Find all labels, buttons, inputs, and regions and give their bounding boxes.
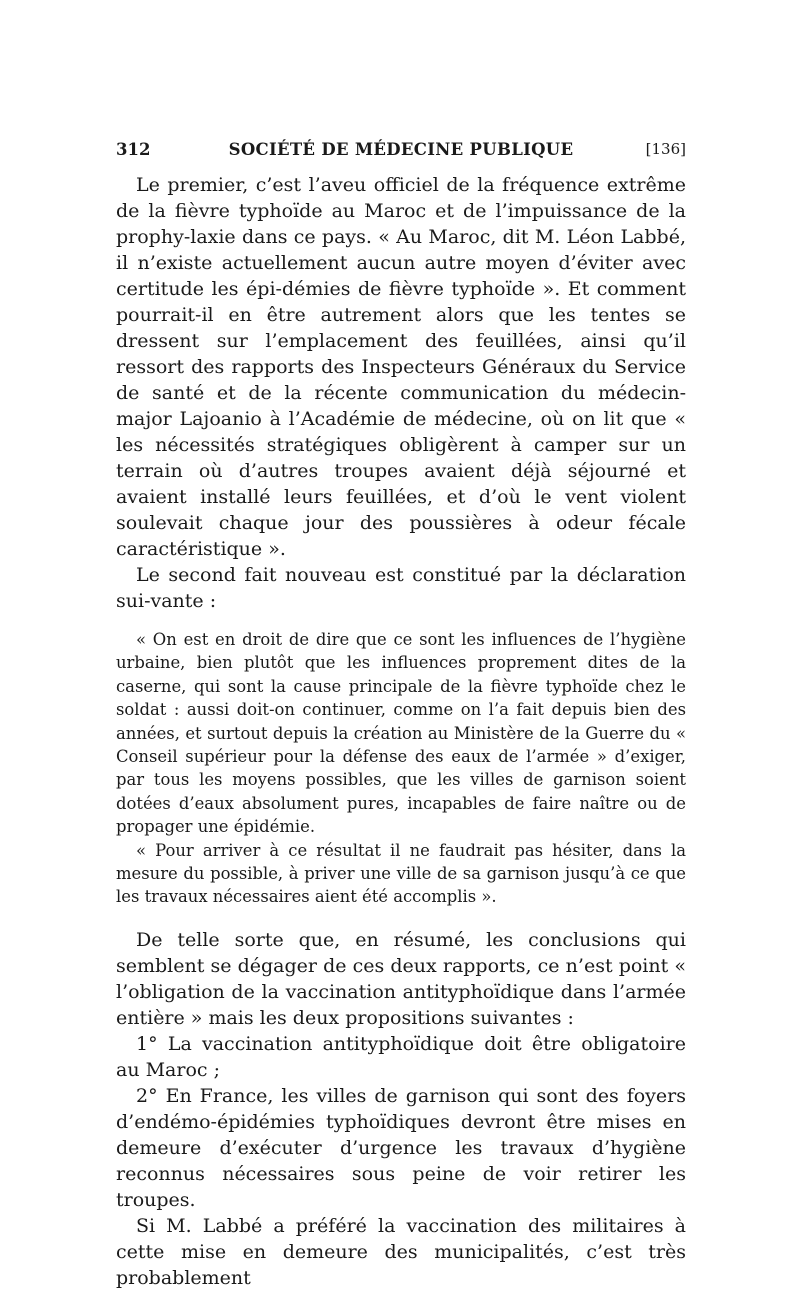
page-reference: [136] (645, 140, 686, 158)
running-title: SOCIÉTÉ DE MÉDECINE PUBLIQUE (228, 140, 574, 159)
paragraph-proposition-1: 1° La vaccination antityphoïdique doit être obligatoire au Maroc ; (116, 1032, 686, 1081)
quote-paragraph: « On est en droit de dire que ce sont les influences de l’hygiène urbaine, bien plutôt que les influences proprement dites de la caserne, qui sont la cause principale de la fièvre typhoïde chez le soldat : aussi doit-on continuer, comme on l’a fait depuis bien des années, et surtout depuis la création au Ministère de la Guerre du « Conseil supérieur pour la défense des eaux de l’armée » d’exiger, par tous les moyens possibles, que les villes de garnison soient dotées d’eaux absolument pures, incapables de faire naître ou de propager une épidémie. (116, 630, 686, 837)
page-number: 312 (116, 140, 151, 159)
paragraph-proposition-2: 2° En France, les villes de garnison qui sont des foyers d’endémo-épidémies typhoïdiques devront être mises en demeure d’exécuter d’urgence les travaux d’hygiène reconnus nécessaires sous peine de voir retirer les troupes. (116, 1084, 686, 1211)
paragraph-labbe: Si M. Labbé a préféré la vaccination des militaires à cette mise en demeure des municipalités, c’est très probablement (116, 1214, 686, 1289)
quote-paragraph: « Pour arriver à ce résultat il ne faudrait pas hésiter, dans la mesure du possible, à priver une ville de sa garnison jusqu’à ce que les travaux nécessaires aient été accomplis ». (116, 840, 686, 907)
paragraph-premier: Le premier, c’est l’aveu officiel de la fréquence extrême de la fièvre typhoïde au Maroc et de l’impuissance de la prophy-laxie dans ce pays. « Au Maroc, dit M. Léon Labbé, il n’existe actuellement aucun autre moyen d’éviter avec certitude les épi-démies de fièvre typhoïde ». Et comment pourrait-il en être autrement alors que les tentes se dressent sur l’emplacement des feuillées, ainsi qu’il ressort des rapports des Inspecteurs Généraux du Service de santé et de la récente communication du médecin-major Lajoanio à l’Académie de médecine, où on lit que « les nécessités stratégiques obligèrent à camper sur un terrain où d’autres troupes avaient déjà séjourné et avaient installé leurs feuillées, et d’où le vent violent soulevait chaque jour des poussières à odeur fécale caractéristique ». (116, 174, 686, 560)
paragraph-second-fait: Le second fait nouveau est constitué par la déclaration sui-vante : (116, 564, 686, 612)
block-quote (116, 628, 686, 909)
page-header (116, 140, 686, 164)
paragraph-conclusions: De telle sorte que, en résumé, les conclusions qui semblent se dégager de ces deux rapports, ce n’est point « l’obligation de la vaccination antityphoïdique dans l’armée entière » mais les deux propositions suivantes : (116, 928, 686, 1029)
page-body (116, 172, 686, 1291)
